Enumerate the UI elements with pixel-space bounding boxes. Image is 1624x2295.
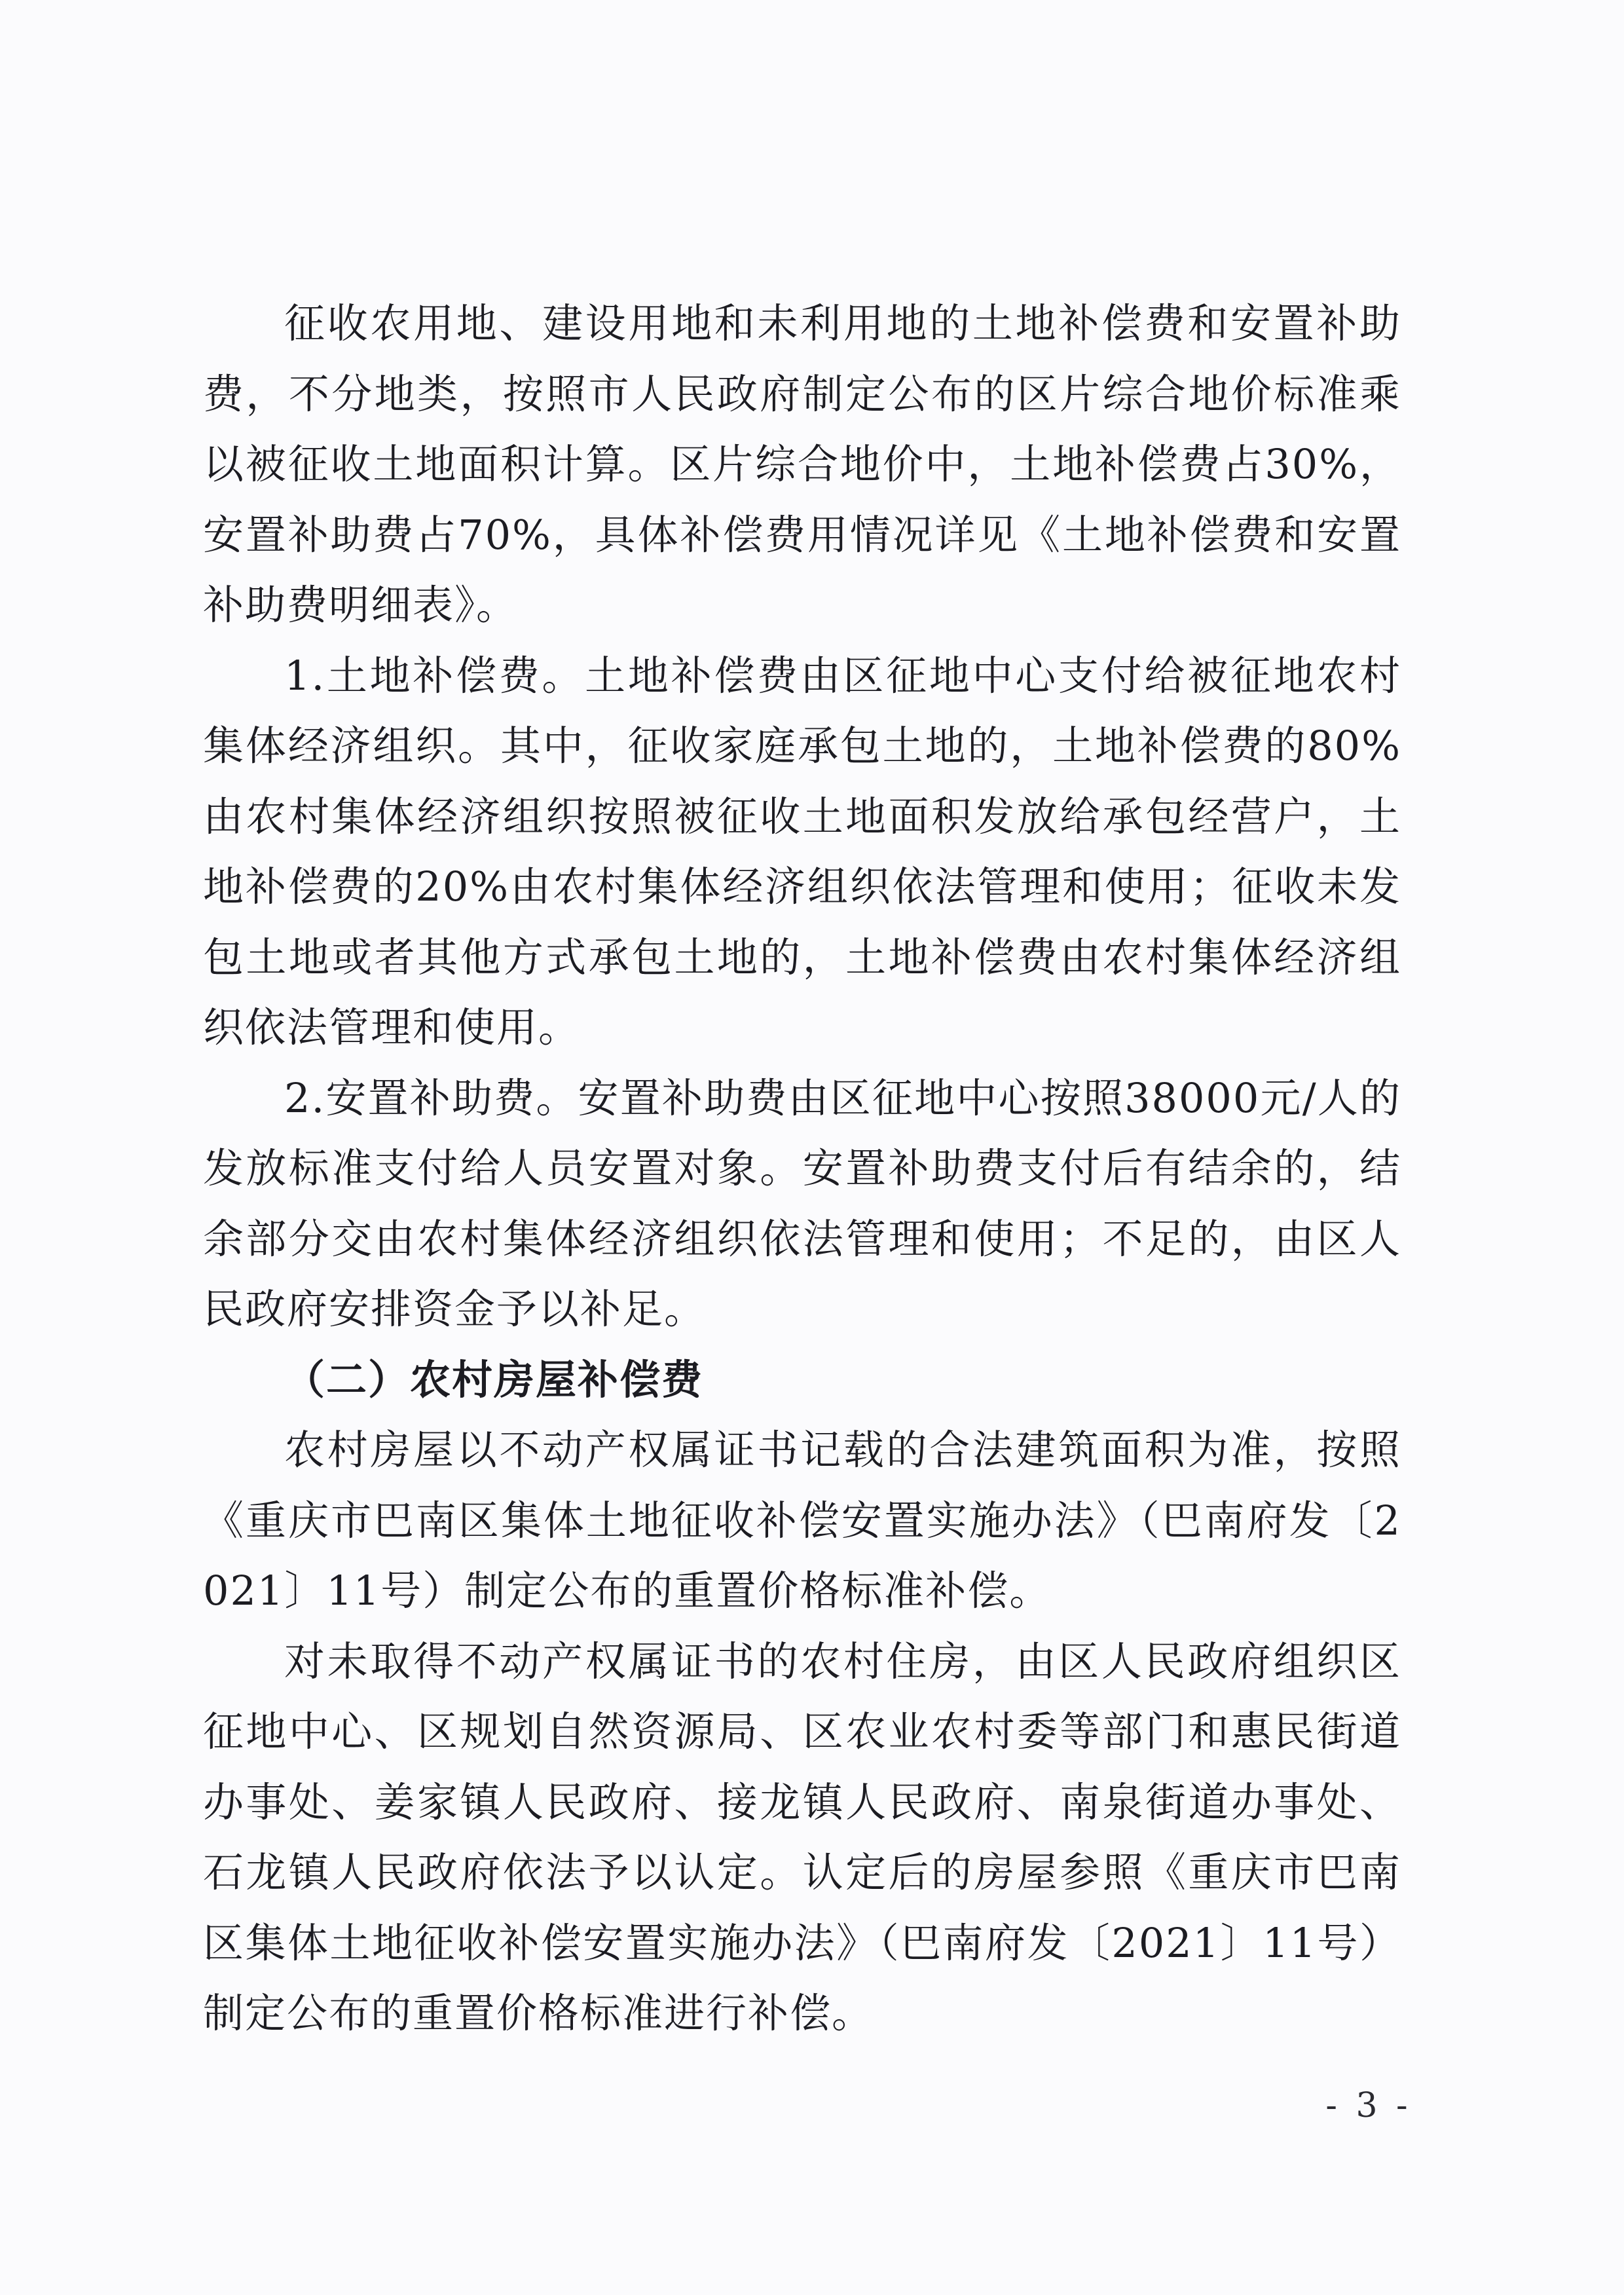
- section-heading-rural-housing: （二）农村房屋补偿费: [284, 1355, 704, 1404]
- paragraph-resettlement-subsidy: 2.安置补助费。安置补助费由区征地中心按照38000元/人的发放标准支付给人员安置对象。安置补助费支付后有结余的，结余部分交由农村集体经济组织依法管理和使用；不足的，由区人民政府安排资金予以补足。: [203, 1073, 1401, 1333]
- paragraph-compensation-overview: 征收农用地、建设用地和未利用地的土地补偿费和安置补助费，不分地类，按照市人民政府制定公布的区片综合地价标准乘以被征收土地面积计算。区片综合地价中，土地补偿费占30%，安置补助费占70%，具体补偿费用情况详见《土地补偿费和安置补助费明细表》。: [203, 299, 1401, 629]
- paragraph-land-compensation: 1.土地补偿费。土地补偿费由区征地中心支付给被征地农村集体经济组织。其中，征收家庭承包土地的，土地补偿费的80%由农村集体经济组织按照被征收土地面积发放给承包经营户，土地补偿费的20%由农村集体经济组织依法管理和使用；征收未发包土地或者其他方式承包土地的，土地补偿费由农村集体经济组织依法管理和使用。: [203, 651, 1401, 1051]
- paragraph-housing-with-certificate: 农村房屋以不动产权属证书记载的合法建筑面积为准，按照《重庆市巴南区集体土地征收补偿安置实施办法》（巴南府发〔2021〕11号）制定公布的重置价格标准补偿。: [203, 1426, 1401, 1614]
- page-number: - 3 -: [1325, 2086, 1412, 2125]
- document-body: [203, 288, 1401, 2049]
- paragraph-housing-without-certificate: 对未取得不动产权属证书的农村住房，由区人民政府组织区征地中心、区规划自然资源局、区农业农村委等部门和惠民街道办事处、姜家镇人民政府、接龙镇人民政府、南泉街道办事处、石龙镇人民政府依法予以认定。认定后的房屋参照《重庆市巴南区集体土地征收补偿安置实施办法》（巴南府发〔2021〕11号）制定公布的重置价格标准进行补偿。: [203, 1637, 1401, 2037]
